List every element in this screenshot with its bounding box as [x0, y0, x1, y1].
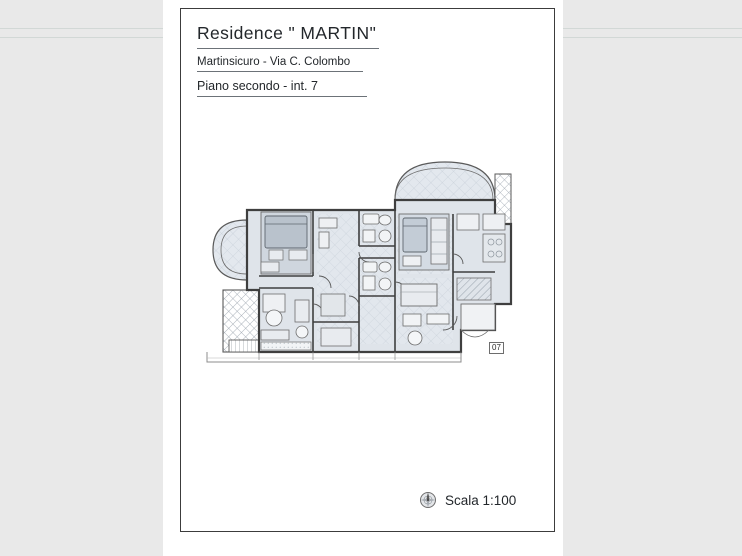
margin-rule-top-left — [0, 28, 163, 29]
site-outline — [207, 352, 461, 362]
floor-unit-line: Piano secondo - int. 7 — [197, 79, 367, 97]
scale-block — [419, 491, 516, 509]
right-margin-band — [563, 0, 742, 556]
margin-rule-bottom-right — [563, 37, 742, 38]
dimension-marks — [259, 352, 461, 360]
terrace-left — [213, 220, 247, 280]
scale-label: Scala 1:100 — [445, 492, 517, 508]
title-block — [197, 23, 541, 97]
entrance-area — [461, 304, 495, 337]
left-margin-band — [0, 0, 163, 556]
floor-plan-drawing — [199, 154, 547, 386]
room-number-badge: 07 — [489, 342, 504, 354]
bedroom-right-furniture — [399, 214, 449, 270]
address-line: Martinsicuro - Via C. Colombo — [197, 56, 363, 72]
margin-rule-bottom-left — [0, 37, 163, 38]
compass-rose-icon — [419, 491, 437, 509]
bedroom-furniture — [261, 212, 311, 274]
margin-rule-top-right — [563, 28, 742, 29]
drawing-sheet — [180, 8, 555, 532]
page-title: Residence " MARTIN" — [197, 23, 379, 49]
